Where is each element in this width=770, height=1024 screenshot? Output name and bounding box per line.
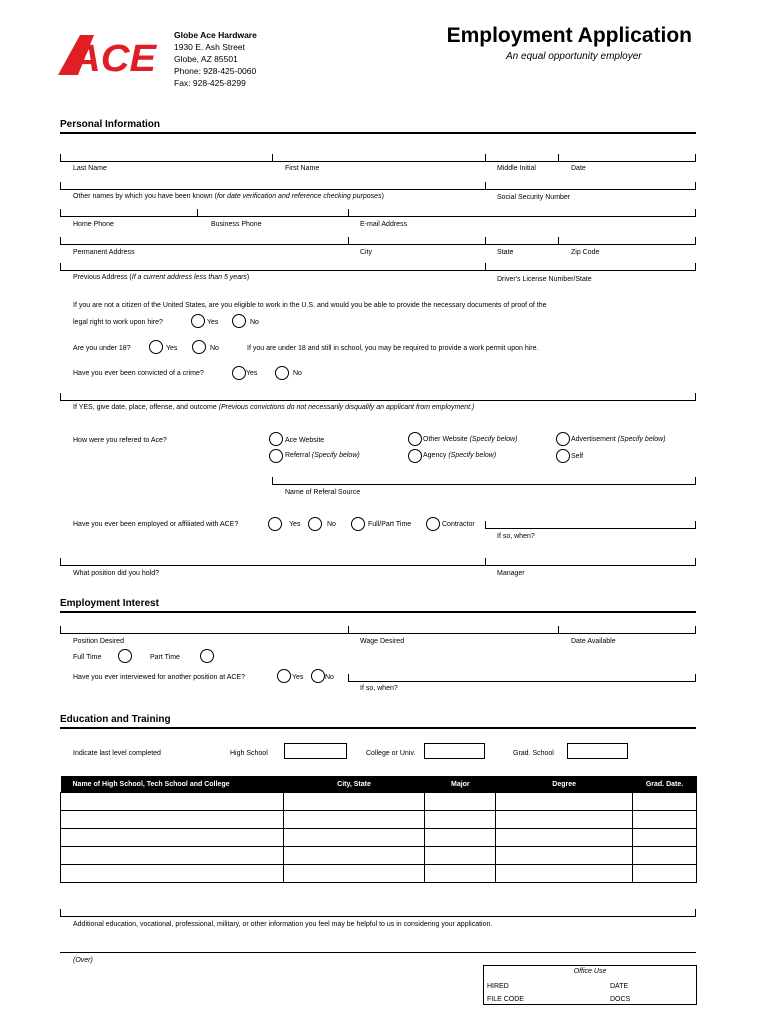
interviewed-when-field[interactable]	[349, 666, 694, 681]
name-underline	[60, 161, 696, 162]
under-18-question: Are you under 18?	[73, 345, 131, 352]
under-18-yes-radio[interactable]	[149, 340, 163, 354]
interviewed-no-label: No	[325, 674, 334, 681]
employed-yes-radio[interactable]	[268, 517, 282, 531]
under-18-no-label: No	[210, 345, 219, 352]
other-names-label: Other names by which you have been known (for date verification and reference checking purposes)	[73, 193, 384, 200]
table-cell[interactable]	[283, 793, 425, 811]
tick	[695, 626, 696, 633]
table-row	[61, 829, 697, 847]
ref-self-label: Self	[571, 453, 584, 460]
table-cell[interactable]	[61, 829, 284, 847]
email-field[interactable]	[349, 201, 694, 216]
referral-source-underline	[272, 484, 696, 485]
tick	[695, 909, 696, 916]
education-table	[60, 776, 697, 883]
zip-field[interactable]	[559, 229, 694, 244]
conviction-no-label: No	[293, 370, 302, 377]
under-18-yes-label: Yes	[166, 345, 178, 352]
full-time-radio[interactable]	[118, 649, 132, 663]
additional-info-underline	[60, 916, 696, 917]
state-label: State	[497, 249, 514, 256]
ssn-field[interactable]	[486, 174, 694, 189]
other-names-field[interactable]	[61, 174, 484, 189]
interviewed-yes-radio[interactable]	[277, 669, 291, 683]
tick	[695, 263, 696, 270]
conviction-question: Have you ever been convicted of a crime?	[73, 370, 204, 377]
conviction-detail-underline	[60, 400, 696, 401]
referral-source-label: Name of Referal Source	[285, 489, 361, 496]
table-cell[interactable]	[496, 793, 633, 811]
employed-when-field[interactable]	[486, 513, 694, 528]
file-code-label: FILE CODE	[487, 996, 524, 1003]
table-cell[interactable]	[283, 811, 425, 829]
additional-info-field[interactable]	[61, 900, 694, 916]
col-grad-date: Grad. Date.	[633, 776, 697, 793]
permanent-address-label: Permanent Address	[73, 249, 135, 256]
table-cell[interactable]	[425, 865, 496, 883]
citizen-no-label: No	[250, 319, 259, 326]
table-cell[interactable]	[425, 847, 496, 865]
college-box[interactable]	[424, 743, 485, 759]
manager-label: Manager	[497, 570, 525, 577]
contractor-label: Contractor	[442, 521, 475, 528]
high-school-box[interactable]	[284, 743, 347, 759]
tick	[695, 237, 696, 244]
table-cell[interactable]	[633, 829, 697, 847]
position-held-underline	[60, 565, 696, 566]
footer-divider	[60, 952, 696, 953]
table-row	[61, 793, 697, 811]
tick	[695, 674, 696, 681]
table-cell[interactable]	[61, 793, 284, 811]
high-school-label: High School	[230, 750, 268, 757]
table-cell[interactable]	[633, 793, 697, 811]
store-name: Globe Ace Hardware	[174, 30, 257, 40]
col-degree: Degree	[496, 776, 633, 793]
interviewed-no-radio[interactable]	[311, 669, 325, 683]
tick	[695, 393, 696, 400]
table-cell[interactable]	[496, 847, 633, 865]
docs-label: DOCS	[610, 996, 631, 1003]
tick	[695, 154, 696, 161]
referral-source-field[interactable]	[273, 469, 694, 484]
ref-agency-label: Agency (Specify below)	[423, 452, 497, 459]
section-education: Education and Training	[60, 714, 696, 729]
ref-other-website-label: Other Website (Specify below)	[423, 436, 518, 443]
logo-text: ACE	[70, 38, 158, 75]
employed-question: Have you ever been employed or affiliated with ACE?	[73, 521, 239, 528]
over-note: (Over)	[73, 957, 93, 964]
table-cell[interactable]	[283, 829, 425, 847]
tick	[695, 477, 696, 484]
col-city-state: City, State	[283, 776, 425, 793]
phone-underline	[60, 216, 696, 217]
middle-initial-field[interactable]	[486, 146, 557, 161]
last-name-label: Last Name	[73, 165, 107, 172]
position-desired-underline	[60, 633, 696, 634]
employed-when-label: If so, when?	[497, 533, 535, 540]
ref-other-website-radio[interactable]	[408, 432, 422, 446]
employed-when-underline	[485, 528, 696, 529]
office-use-box	[483, 965, 697, 1005]
section-personal-information: Personal Information	[60, 119, 696, 134]
wage-desired-label: Wage Desired	[360, 638, 405, 645]
business-phone-label: Business Phone	[211, 221, 262, 228]
ref-advertisement-label: Advertisement (Specify below)	[571, 436, 666, 443]
home-phone-label: Home Phone	[73, 221, 114, 228]
interviewed-when-label: If so, when?	[360, 685, 398, 692]
table-cell[interactable]	[425, 811, 496, 829]
under-18-note: If you are under 18 and still in school, you may be required to provide a work permit upon hire.	[247, 345, 539, 352]
col-school-name: Name of High School, Tech School and College	[61, 776, 284, 793]
city-label: City	[360, 249, 373, 256]
full-part-time-radio[interactable]	[351, 517, 365, 531]
other-names-underline	[60, 189, 696, 190]
col-major: Major	[425, 776, 496, 793]
conviction-detail-label: If YES, give date, place, offense, and outcome (Previous convictions do not necessarily disqualify an applicant from employment.)	[73, 404, 475, 411]
college-label: College or Univ.	[366, 750, 416, 757]
citizen-yes-label: Yes	[207, 319, 219, 326]
ref-referral-radio[interactable]	[269, 449, 283, 463]
position-held-label: What position did you hold?	[73, 570, 159, 577]
table-cell[interactable]	[633, 811, 697, 829]
wage-desired-field[interactable]	[349, 618, 557, 633]
tick	[695, 182, 696, 189]
tick	[695, 558, 696, 565]
interviewed-yes-label: Yes	[292, 674, 304, 681]
last-name-field[interactable]	[61, 146, 271, 161]
ref-agency-radio[interactable]	[408, 449, 422, 463]
office-use-title: Office Use	[573, 968, 607, 975]
table-cell[interactable]	[633, 865, 697, 883]
address-underline	[60, 244, 696, 245]
ref-ace-website-radio[interactable]	[269, 432, 283, 446]
table-cell[interactable]	[496, 829, 633, 847]
position-desired-label: Position Desired	[73, 638, 124, 645]
email-label: E-mail Address	[360, 221, 408, 228]
ref-ace-website-label: Ace Website	[285, 437, 325, 444]
ref-advertisement-radio[interactable]	[556, 432, 570, 446]
section-employment-interest: Employment Interest	[60, 598, 696, 613]
date-available-field[interactable]	[559, 618, 694, 633]
first-name-field[interactable]	[273, 146, 484, 161]
previous-address-label: Previous Address (If a current address less than 5 years)	[73, 274, 250, 281]
first-name-label: First Name	[285, 165, 320, 172]
table-cell[interactable]	[496, 811, 633, 829]
part-time-radio[interactable]	[200, 649, 214, 663]
table-row	[61, 811, 697, 829]
employed-no-label: No	[327, 521, 336, 528]
previous-address-underline	[60, 270, 696, 271]
table-row	[61, 865, 697, 883]
table-cell[interactable]	[425, 793, 496, 811]
table-cell[interactable]	[283, 847, 425, 865]
part-time-label: Part Time	[150, 654, 180, 661]
education-table-header	[61, 776, 697, 793]
date-field[interactable]	[559, 146, 694, 161]
position-held-field[interactable]	[61, 550, 484, 565]
city-field[interactable]	[349, 229, 484, 244]
store-info	[174, 29, 257, 89]
store-address-line1: 1930 E. Ash Street	[174, 42, 245, 52]
tick	[695, 209, 696, 216]
conviction-yes-label: Yes	[246, 370, 258, 377]
citizen-yes-radio[interactable]	[191, 314, 205, 328]
previous-address-field[interactable]	[61, 255, 484, 270]
education-level-label: Indicate last level completed	[73, 750, 161, 757]
citizen-question-line1: If you are not a citizen of the United States, are you eligible to work in the U.S. and would you be able to provide the necessary documents of proof of the	[73, 302, 547, 309]
position-desired-field[interactable]	[61, 618, 347, 633]
date-available-label: Date Available	[571, 638, 616, 645]
full-time-label: Full Time	[73, 654, 102, 661]
grad-school-label: Grad. School	[513, 750, 554, 757]
state-field[interactable]	[486, 229, 557, 244]
zip-label: Zip Code	[571, 249, 600, 256]
ssn-label: Social Security Number	[497, 194, 571, 201]
ace-logo	[58, 33, 158, 75]
home-phone-field[interactable]	[61, 201, 196, 216]
office-date-label: DATE	[610, 983, 629, 990]
date-label: Date	[571, 165, 586, 172]
interviewed-question: Have you ever interviewed for another position at ACE?	[73, 674, 245, 681]
store-fax: Fax: 928-425-8299	[174, 78, 246, 88]
table-cell[interactable]	[633, 847, 697, 865]
store-phone: Phone: 928-425-0060	[174, 66, 257, 76]
store-address-line2: Globe, AZ 85501	[174, 54, 238, 64]
tick	[695, 521, 696, 528]
middle-initial-label: Middle Initial	[497, 165, 536, 172]
table-cell[interactable]	[425, 829, 496, 847]
table-row	[61, 847, 697, 865]
ref-referral-label: Referral (Specify below)	[285, 452, 360, 459]
table-cell[interactable]	[61, 847, 284, 865]
interviewed-when-underline	[348, 681, 696, 682]
table-cell[interactable]	[61, 865, 284, 883]
ref-self-radio[interactable]	[556, 449, 570, 463]
under-18-no-radio[interactable]	[192, 340, 206, 354]
table-cell[interactable]	[61, 811, 284, 829]
drivers-license-label: Driver's License Number/State	[497, 276, 592, 283]
form-subtitle: An equal opportunity employer	[506, 51, 642, 62]
table-cell[interactable]	[283, 865, 425, 883]
drivers-license-field[interactable]	[486, 255, 694, 270]
additional-info-label: Additional education, vocational, professional, military, or other information you feel may be helpful to us in considering your application.	[73, 921, 493, 928]
grad-school-box[interactable]	[567, 743, 628, 759]
contractor-radio[interactable]	[426, 517, 440, 531]
table-cell[interactable]	[496, 865, 633, 883]
employed-yes-label: Yes	[289, 521, 301, 528]
permanent-address-field[interactable]	[61, 229, 347, 244]
conviction-no-radio[interactable]	[275, 366, 289, 380]
citizen-no-radio[interactable]	[232, 314, 246, 328]
citizen-question-line2: legal right to work upon hire?	[73, 319, 163, 326]
full-part-time-label: Full/Part Time	[368, 521, 412, 528]
form-title: Employment Application	[446, 24, 692, 47]
manager-field[interactable]	[486, 550, 694, 565]
conviction-detail-field[interactable]	[61, 385, 694, 400]
employed-no-radio[interactable]	[308, 517, 322, 531]
hired-label: HIRED	[487, 983, 509, 990]
referral-question: How were you refered to Ace?	[73, 437, 167, 444]
conviction-yes-radio[interactable]	[232, 366, 246, 380]
business-phone-field[interactable]	[198, 201, 347, 216]
